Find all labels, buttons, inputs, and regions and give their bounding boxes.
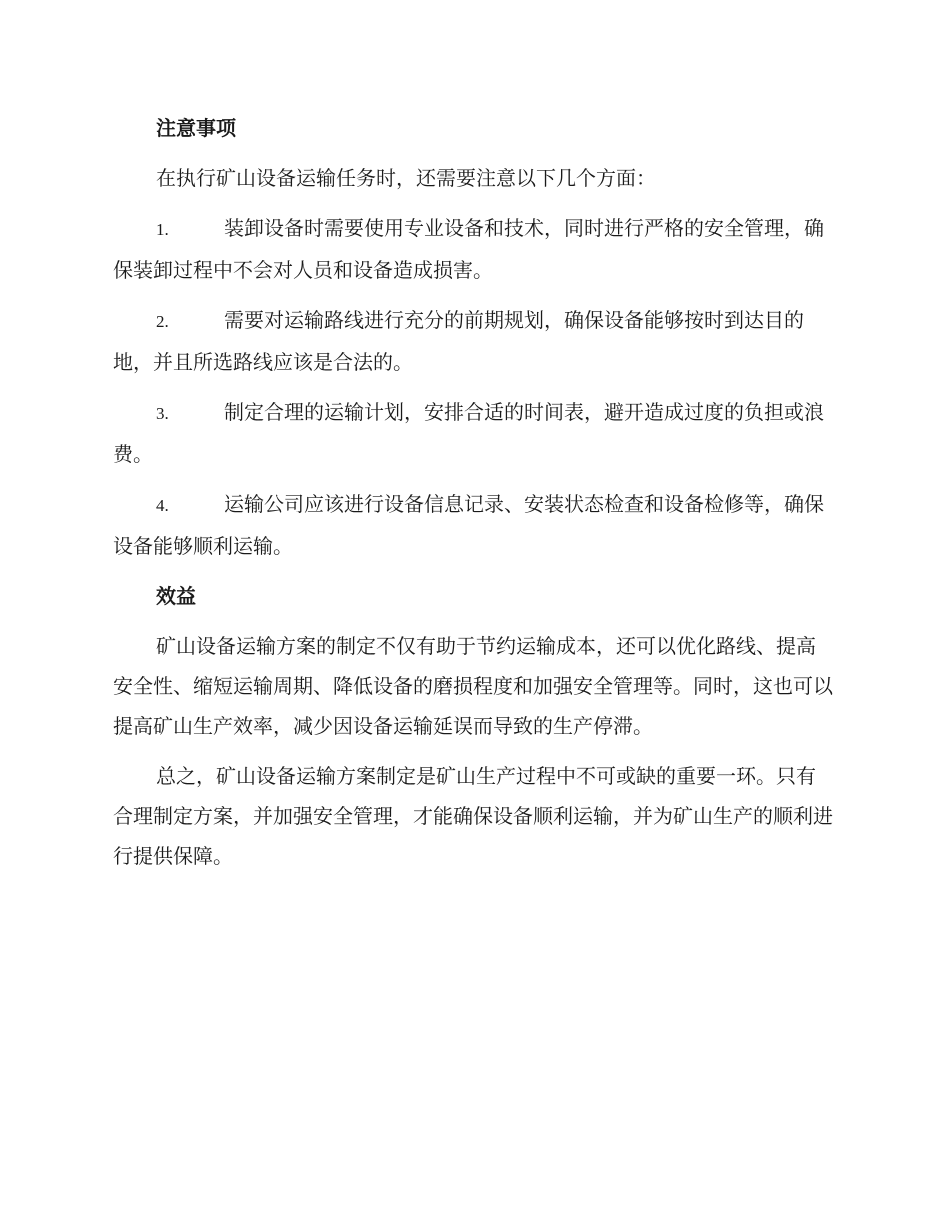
list-item [113,300,835,382]
list-item-text: 制定合理的运输计划，安排合适的时间表，避开造成过度的负担或浪费。 [113,400,824,466]
notes-intro-paragraph: 在执行矿山设备运输任务时，还需要注意以下几个方面： [156,166,656,190]
list-item-text: 需要对运输路线进行充分的前期规划，确保设备能够按时到达目的地，并且所选路线应该是合法的。 [113,308,804,374]
list-item-number: 2. [156,312,169,331]
list-item-text: 运输公司应该进行设备信息记录、安装状态检查和设备检修等，确保设备能够顺利运输。 [113,492,824,558]
list-item-text: 装卸设备时需要使用专业设备和技术，同时进行严格的安全管理，确保装卸过程中不会对人员和设备造成损害。 [113,216,824,282]
document-body [113,108,835,886]
benefits-paragraph: 矿山设备运输方案的制定不仅有助于节约运输成本，还可以优化路线、提高安全性、缩短运输周期、降低设备的磨损程度和加强安全管理等。同时，这也可以提高矿山生产效率，减少因设备运输延误而导致的生产停滞。 [113,634,833,738]
list-item-number: 1. [156,220,169,239]
section-heading-notes: 注意事项 [156,116,236,140]
conclusion-paragraph: 总之，矿山设备运输方案制定是矿山生产过程中不可或缺的重要一环。只有合理制定方案，并加强安全管理，才能确保设备顺利运输，并为矿山生产的顺利进行提供保障。 [113,764,833,868]
list-item [113,208,835,290]
section-heading-benefits: 效益 [156,584,196,608]
list-item-number: 4. [156,496,169,515]
list-item-number: 3. [156,404,169,423]
list-item [113,484,835,566]
list-item [113,392,835,474]
